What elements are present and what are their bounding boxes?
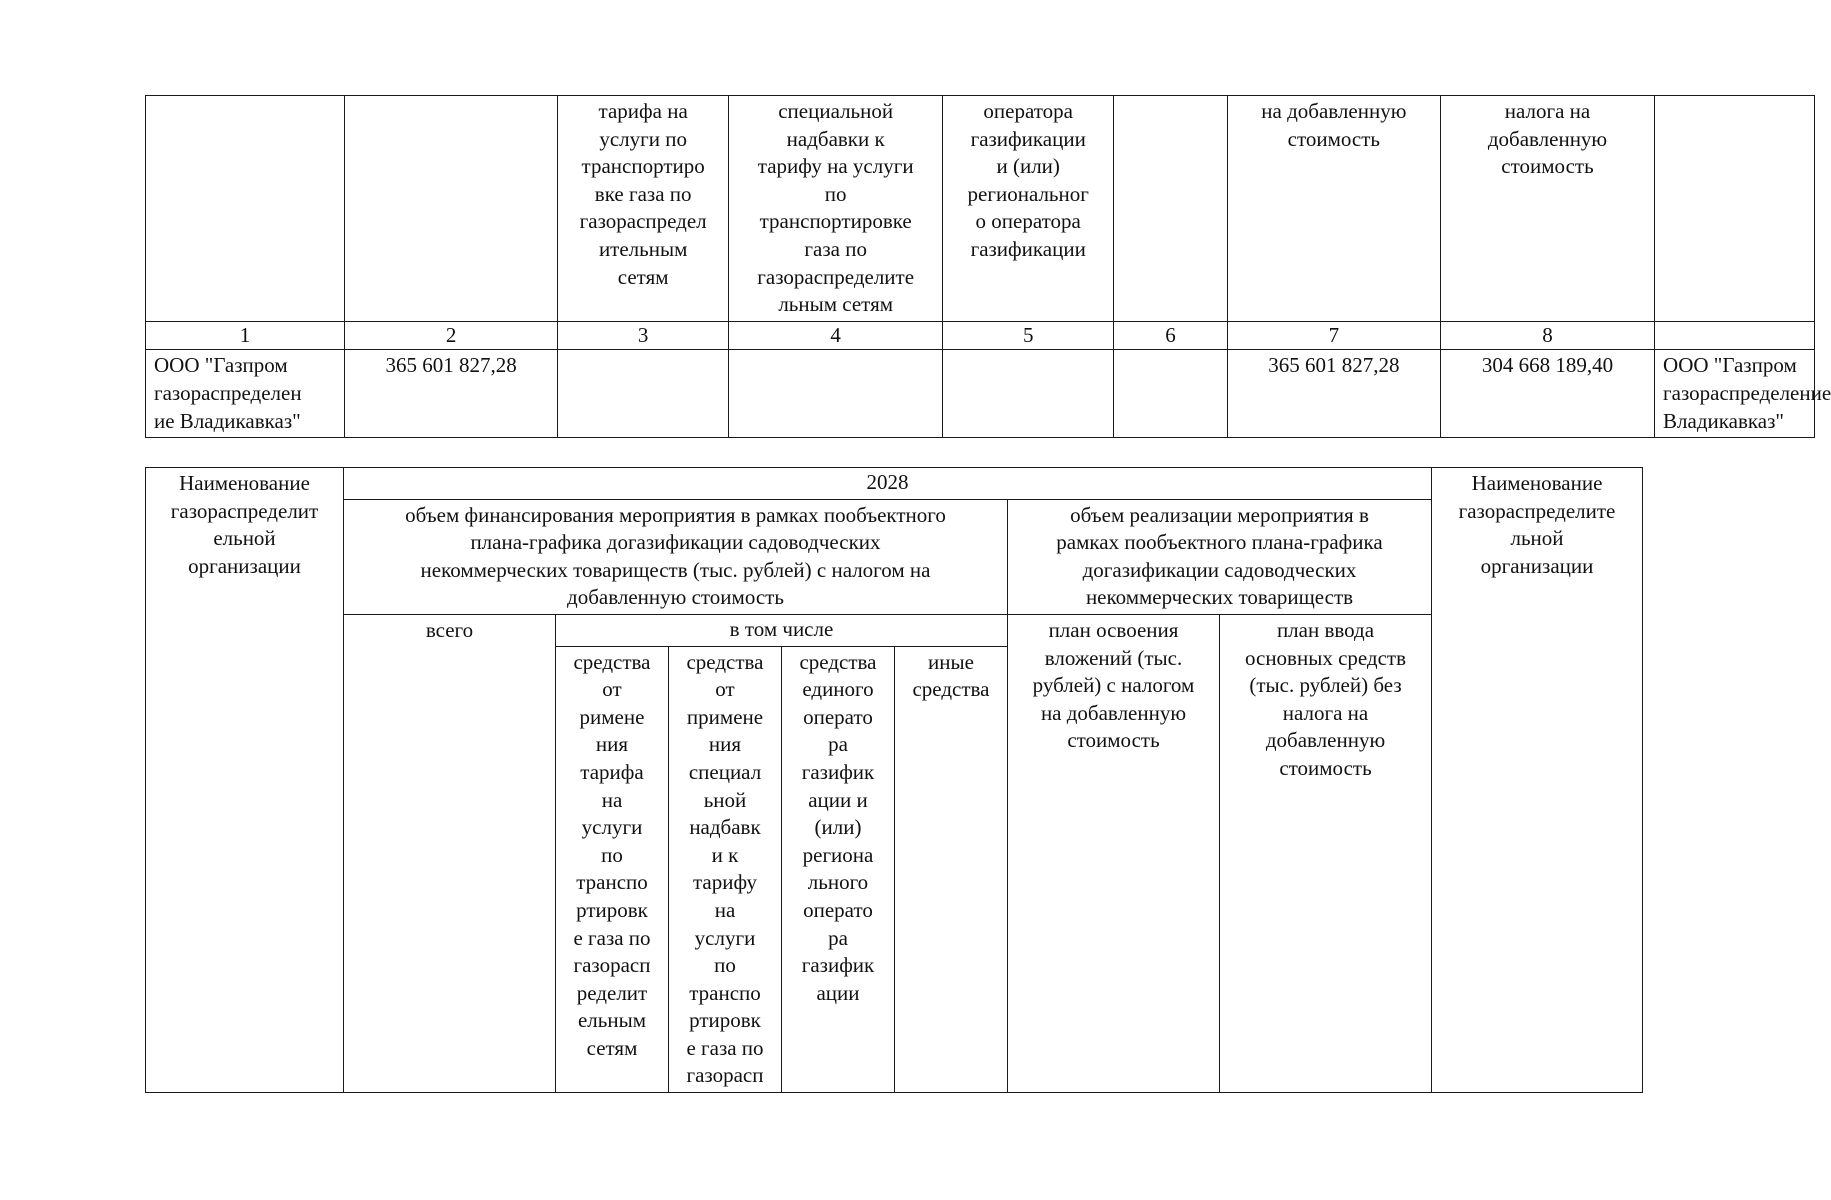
bottom-table — [145, 467, 1643, 1093]
top-header-cell-8: налога на добавленную стоимость — [1440, 96, 1654, 322]
top-header-row — [146, 96, 1815, 322]
sub-header-operator-funds: средства единого операто ра газифик ации и (или) региона льного операто ра газифик ации — [782, 646, 895, 1093]
top-header-cell-9 — [1655, 96, 1815, 322]
value-cell-3 — [558, 350, 729, 438]
value-cell-5 — [943, 350, 1114, 438]
top-header-cell-5: оператора газификации и (или) региональног о оператора газификации — [943, 96, 1114, 322]
plan-fixed-assets-header: план ввода основных средств (тыс. рублей) без налога на добавленную стоимость — [1220, 614, 1432, 1092]
top-header-cell-6 — [1114, 96, 1228, 322]
top-table-wrapper — [145, 95, 1831, 433]
value-cell-6 — [1114, 350, 1228, 438]
column-number-6: 6 — [1114, 321, 1228, 350]
value-cell-4 — [729, 350, 943, 438]
top-header-cell-7: на добавленную стоимость — [1227, 96, 1440, 322]
bottom-header-row-3 — [146, 614, 1643, 646]
top-header-cell-4: специальной надбавки к тарифу на услуги по транспортировке газа по газораспределите льным сетям — [729, 96, 943, 322]
sub-header-tariff-funds: средства от римене ния тарифа на услуги по транспо ртировк е газа по газорасп ределит ельным сетям — [556, 646, 669, 1093]
bottom-table-wrapper — [145, 467, 1697, 1087]
year-header: 2028 — [344, 468, 1432, 500]
including-header: в том числе — [556, 614, 1008, 646]
bottom-header-row-1 — [146, 468, 1643, 500]
column-number-9 — [1655, 321, 1815, 350]
plan-investment-header: план освоения вложений (тыс. рублей) с налогом на добавленную стоимость — [1008, 614, 1220, 1092]
value-cell-8: 304 668 189,40 — [1440, 350, 1654, 438]
top-header-cell-2 — [345, 96, 558, 322]
sub-header-other-funds: иные средства — [895, 646, 1008, 1093]
sub-header-special-surcharge-funds: средства от примене ния специал ьной надбавк и к тарифу на услуги по транспо ртировк е газа по газорасп — [669, 646, 782, 1093]
column-number-3: 3 — [558, 321, 729, 350]
column-number-7: 7 — [1227, 321, 1440, 350]
value-cell-7: 365 601 827,28 — [1227, 350, 1440, 438]
bottom-header-row-2 — [146, 499, 1643, 614]
top-header-cell-3: тарифа на услуги по транспортиро вке газа по газораспредел ительным сетям — [558, 96, 729, 322]
org-name-header: Наименование газораспределит ельной организации — [146, 468, 344, 1093]
column-number-row — [146, 321, 1815, 350]
top-table — [145, 95, 1831, 438]
total-value-cell: 365 601 827,28 — [345, 350, 558, 438]
table-row — [146, 350, 1815, 438]
financing-header: объем финансирования мероприятия в рамках пообъектного плана-графика догазификации садоводческих некоммерческих товариществ (тыс. рублей) с налогом на добавленную стоимость — [344, 499, 1008, 614]
column-number-2: 2 — [345, 321, 558, 350]
right-org-name-header: Наименование газораспределите льной организации — [1432, 468, 1643, 1093]
top-header-cell-1 — [146, 96, 345, 322]
next-org-name-cell: ООО "Газпром газораспределение Владикавказ" — [1655, 350, 1815, 438]
realization-header: объем реализации мероприятия в рамках пообъектного плана-графика догазификации садоводческих некоммерческих товариществ — [1008, 499, 1432, 614]
column-number-4: 4 — [729, 321, 943, 350]
column-number-5: 5 — [943, 321, 1114, 350]
total-header: всего — [344, 614, 556, 1092]
column-number-8: 8 — [1440, 321, 1654, 350]
column-number-1: 1 — [146, 321, 345, 350]
org-name-cell: ООО "Газпром газораспределен ие Владикавказ" — [146, 350, 345, 438]
